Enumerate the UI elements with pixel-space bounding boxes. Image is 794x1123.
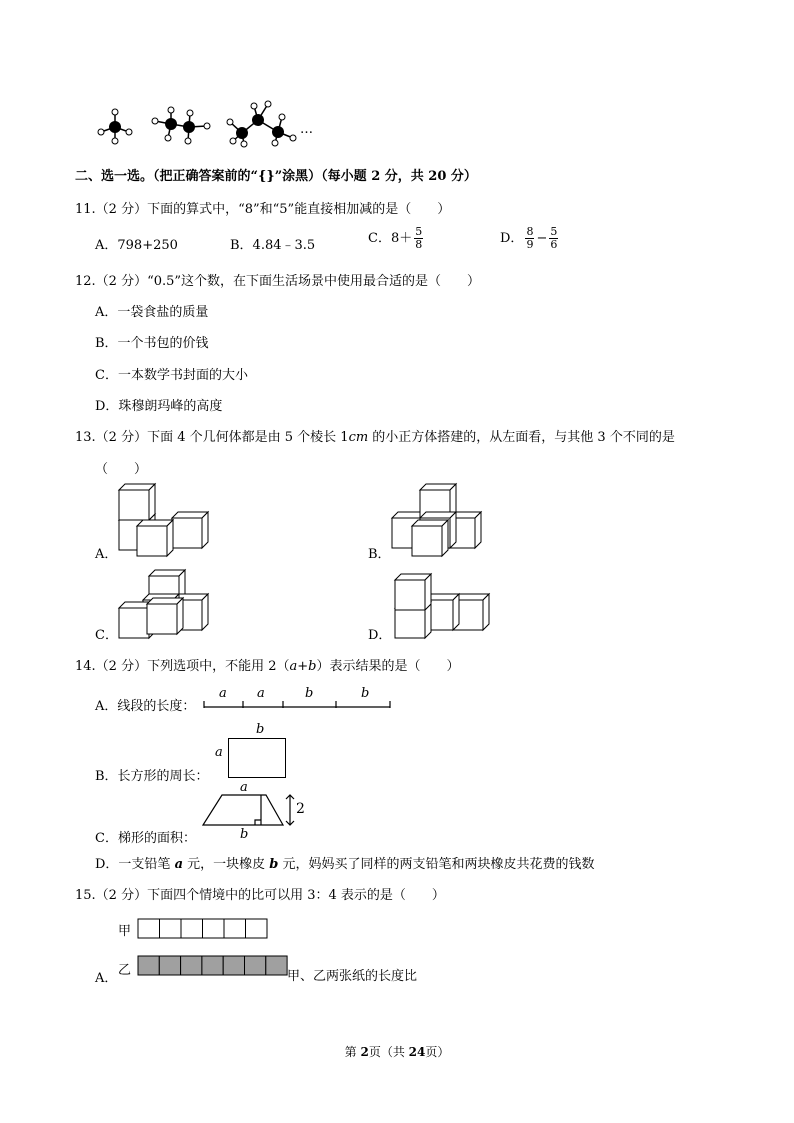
q13-option-a-cubes[interactable] — [117, 482, 217, 557]
q14-d-a: a — [174, 857, 183, 872]
q14-stem-b: b — [308, 659, 317, 674]
paper-yi-label: 乙 — [118, 963, 132, 978]
paper-cell — [181, 956, 202, 975]
footer-mid: 页（共 — [368, 1045, 409, 1059]
q14-option-b[interactable]: B．长方形的周长： — [95, 769, 209, 784]
q13-paren: （ ） — [95, 462, 148, 477]
paper-cell — [181, 919, 203, 938]
q14-stem-a: a — [289, 659, 298, 674]
segment-label-1: a — [219, 686, 227, 701]
unit-cube — [172, 512, 208, 548]
q11-option-a[interactable]: A．798+250 — [95, 238, 178, 253]
paper-cell — [266, 956, 287, 975]
paper-cell — [203, 919, 225, 938]
molecule-diagram — [90, 96, 320, 146]
q14-stem-plus: + — [297, 659, 309, 674]
paper-cell — [138, 919, 160, 938]
paper-jia-label: 甲 — [118, 924, 132, 939]
q13-stem-pre: 13.（2 分）下面 4 个几何体都是由 5 个棱长 1 — [75, 430, 349, 445]
q14-d-pre: D．一支铅笔 — [95, 857, 175, 872]
q11-option-c[interactable] — [368, 226, 425, 251]
q11-option-d-fraction-1 — [525, 226, 534, 251]
unit-cube — [412, 520, 448, 556]
q14-stem — [75, 655, 460, 674]
paper-cell — [245, 956, 266, 975]
q14-d-mid: 元，一块橡皮 — [183, 857, 270, 872]
minus-sign: − — [536, 231, 548, 246]
q13-stem-post: 的小正方体搭建的，从左面看，与其他 3 个不同的是 — [368, 430, 675, 445]
rectangle-label-side: a — [215, 745, 223, 760]
paper-cell — [223, 956, 244, 975]
q15-option-a-text: 甲、乙两张纸的长度比 — [287, 969, 418, 984]
q14-d-b: b — [269, 857, 279, 872]
fraction-denominator: 9 — [526, 238, 534, 251]
q13-stem-unit: cm — [348, 430, 369, 445]
segment-label-2: a — [257, 686, 265, 701]
fraction-denominator: 8 — [415, 238, 423, 251]
q13-option-a-label[interactable]: A． — [95, 547, 118, 562]
paper-cell — [138, 956, 159, 975]
q14-option-a[interactable]: A．线段的长度： — [95, 699, 196, 714]
trapezoid-shape — [200, 793, 300, 828]
unit-cube — [395, 574, 431, 610]
q13-option-b-cubes[interactable] — [390, 484, 490, 559]
q13-option-c-label[interactable]: C． — [95, 628, 118, 643]
q14-d-post: 元，妈妈买了同样的两支铅笔和两块橡皮共花费的钱数 — [278, 857, 595, 872]
q11-option-c-prefix: C．8＋ — [368, 231, 413, 246]
q12-option-c[interactable]: C．一本数学书封面的大小 — [95, 368, 248, 383]
q15-stem: 15.（2 分）下面四个情境中的比可以用 3：4 表示的是（ ） — [75, 888, 445, 903]
unit-cube — [147, 598, 183, 634]
rectangle-shape — [228, 738, 286, 778]
trapezoid-height-label: 2 — [296, 801, 305, 817]
q11-stem: 11.（2 分）下面的算式中，“8”和“5”能直接相加减的是（ ） — [75, 202, 451, 217]
q12-stem: 12.（2 分）“0.5”这个数，在下面生活场景中使用最合适的是（ ） — [75, 274, 481, 289]
footer-pre: 第 — [344, 1045, 361, 1059]
q12-option-d[interactable]: D．珠穆朗玛峰的高度 — [95, 399, 223, 414]
trapezoid-label-top: a — [240, 780, 248, 795]
footer-page: 2 — [360, 1045, 369, 1059]
q12-option-b[interactable]: B．一个书包的价钱 — [95, 336, 209, 351]
paper-cell — [160, 919, 182, 938]
paper-jia — [137, 918, 269, 940]
q11-option-c-fraction — [414, 226, 423, 251]
q13-option-b-label[interactable]: B． — [368, 547, 391, 562]
paper-cell — [224, 919, 246, 938]
paper-yi — [137, 955, 289, 977]
q11-option-b[interactable]: B．4.84﹣3.5 — [230, 238, 316, 253]
q12-option-a[interactable]: A．一袋食盐的质量 — [95, 305, 209, 320]
rectangle-label-top: b — [256, 722, 265, 737]
paper-cell — [202, 956, 223, 975]
paper-cell — [159, 956, 180, 975]
q13-option-d-cubes[interactable] — [393, 572, 503, 642]
q11-option-d-fraction-2 — [549, 226, 558, 251]
fraction-numerator: 5 — [415, 225, 423, 238]
trapezoid-label-bottom: b — [240, 827, 249, 842]
q14-option-d[interactable] — [95, 853, 595, 872]
q15-option-a[interactable]: A． — [95, 971, 118, 986]
fraction-numerator: 5 — [550, 225, 558, 238]
page-footer — [0, 1043, 794, 1060]
fraction-denominator: 6 — [550, 238, 558, 251]
q13-stem — [75, 426, 675, 445]
q14-stem-post: ）表示结果的是（ ） — [316, 659, 460, 674]
segment-label-3: b — [305, 686, 314, 701]
footer-total: 24 — [408, 1045, 426, 1059]
q11-option-d-prefix: D． — [500, 231, 524, 246]
q13-option-d-label[interactable]: D． — [368, 628, 392, 643]
unit-cube — [137, 520, 173, 556]
q13-option-c-cubes[interactable] — [117, 568, 217, 643]
fraction-numerator: 8 — [526, 225, 534, 238]
section-heading: 二、选一选。（把正确答案前的“{}”涂黑）（每小题 2 分，共 20 分） — [75, 169, 477, 184]
footer-post: 页） — [425, 1045, 450, 1059]
unit-cube — [119, 484, 155, 520]
q14-option-c[interactable]: C．梯形的面积： — [95, 831, 196, 846]
q14-stem-pre: 14.（2 分）下列选项中，不能用 2（ — [75, 659, 290, 674]
q11-option-d[interactable] — [500, 226, 560, 251]
paper-cell — [246, 919, 268, 938]
molecule-ellipsis: … — [300, 122, 313, 137]
segment-label-4: b — [361, 686, 370, 701]
